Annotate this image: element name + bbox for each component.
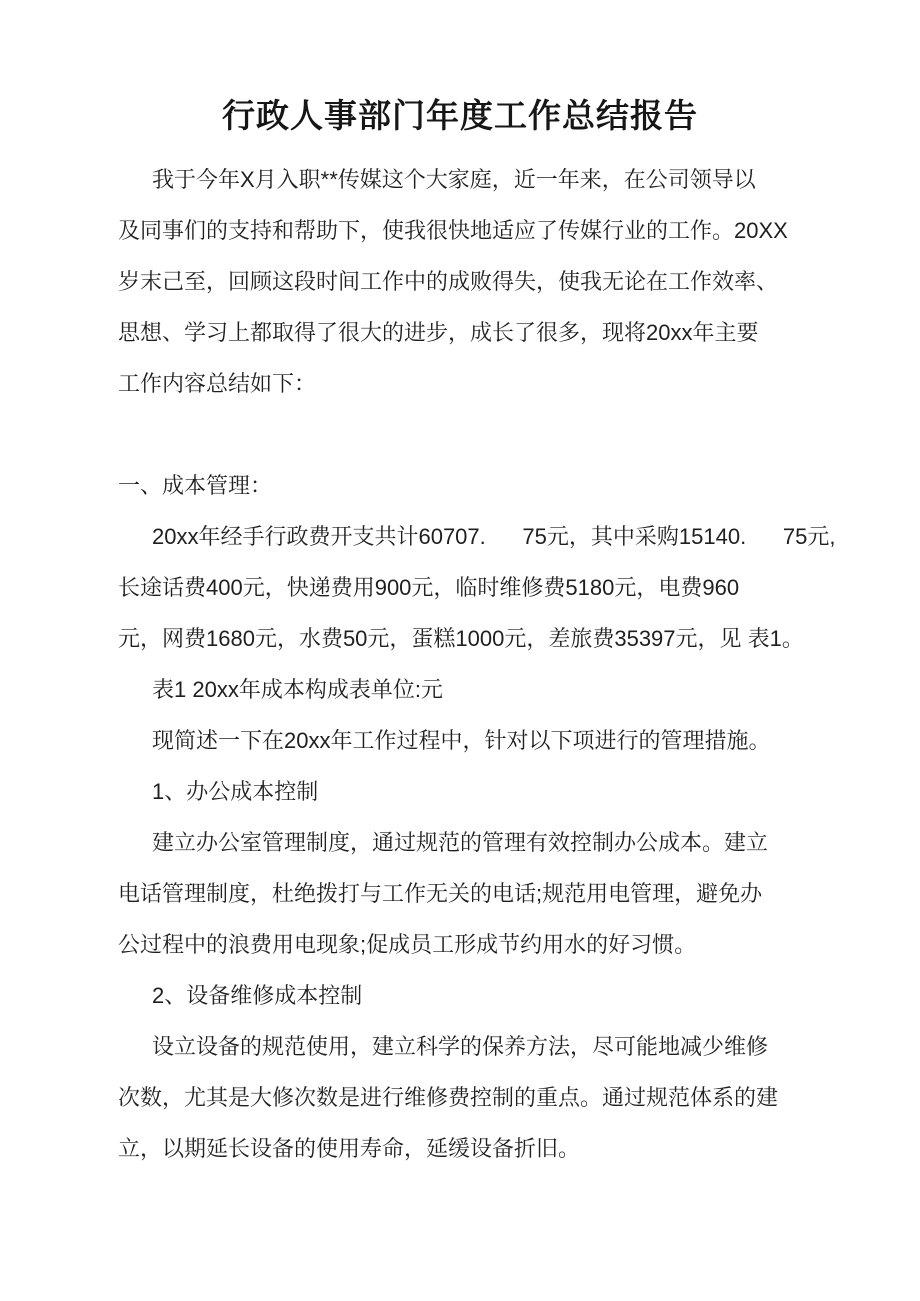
- document-title: 行政人事部门年度工作总结报告: [222, 97, 698, 134]
- document-body: [118, 154, 900, 1174]
- paragraph-line: 思想、学习上都取得了很大的进步，成长了很多，现将20xx年主要: [118, 320, 759, 345]
- blank-line: [118, 409, 900, 460]
- subsection-heading: 2、设备维修成本控制: [152, 983, 363, 1008]
- table-caption: 表1 20xx年成本构成表单位:元: [152, 677, 443, 702]
- paragraph-line: 现简述一下在20xx年工作过程中，针对以下项进行的管理措施。: [152, 728, 771, 753]
- paragraph-line: 建立办公室管理制度，通过规范的管理有效控制办公成本。建立: [152, 830, 769, 855]
- paragraph-line: 20xx年经手行政费开支共计60707. 75元，其中采购15140. 75元,: [152, 524, 836, 549]
- paragraph-line: 次数，尤其是大修次数是进行维修费控制的重点。通过规范体系的建: [118, 1085, 779, 1110]
- paragraph-line: 岁末己至，回顾这段时间工作中的成败得失，使我无论在工作效率、: [118, 269, 779, 294]
- paragraph-line: 元，网费1680元，水费50元，蛋糕1000元，差旅费35397元，见 表1。: [118, 626, 804, 651]
- paragraph-line: 设立设备的规范使用，建立科学的保养方法，尽可能地减少维修: [152, 1034, 769, 1059]
- paragraph-line: 公过程中的浪费用电现象;促成员工形成节约用水的好习惯。: [118, 932, 697, 957]
- section-heading: 一、成本管理：: [118, 473, 273, 498]
- paragraph-line: 工作内容总结如下：: [118, 371, 317, 396]
- paragraph-line: 电话管理制度，杜绝拨打与工作无关的电话;规范用电管理，避免办: [118, 881, 763, 906]
- paragraph-line: 及同事们的支持和帮助下，使我很快地适应了传媒行业的工作。20XX: [118, 218, 788, 243]
- paragraph-line: 长途话费400元，快递费用900元，临时维修费5180元，电费960: [118, 575, 740, 600]
- paragraph-line: 立，以期延长设备的使用寿命，延缓设备折旧。: [118, 1136, 581, 1161]
- paragraph-line: 我于今年X月入职**传媒这个大家庭，近一年来，在公司领导以: [152, 167, 756, 192]
- subsection-heading: 1、办公成本控制: [152, 779, 319, 804]
